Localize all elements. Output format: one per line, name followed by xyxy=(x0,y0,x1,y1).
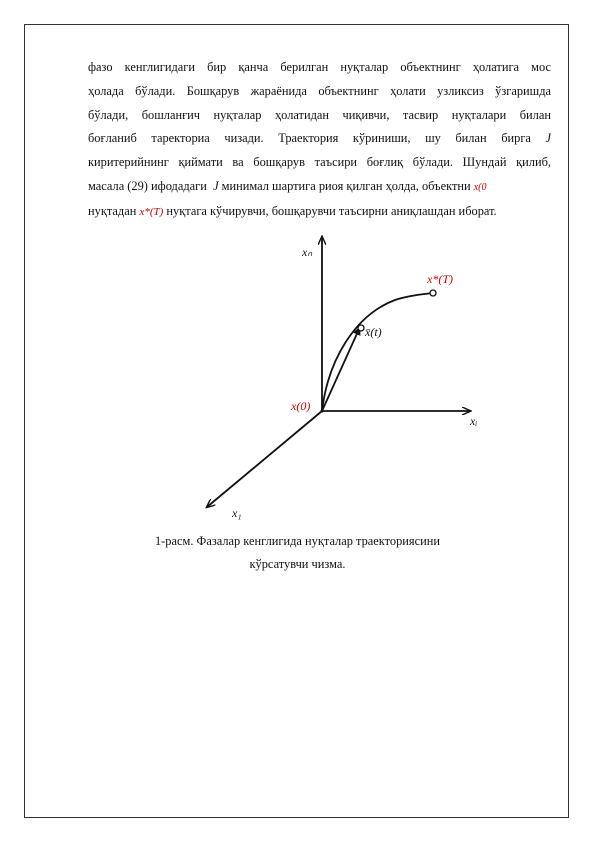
math-j: J xyxy=(545,131,551,146)
caption-line-1: 1-расм. Фазалар кенглигида нуқталар траекториясини xyxy=(154,534,441,548)
text-line-1: фазо кенглигидаги бир қанча берилган нуқталар объектнинг ҳолатига мос xyxy=(88,60,551,74)
axis-x1 xyxy=(207,411,322,507)
label-x1: x₁ xyxy=(232,506,242,520)
label-xi: xᵢ xyxy=(470,414,478,428)
math-xT: x*(T) xyxy=(139,205,164,218)
text-line-2: ҳолада бўлади. Бошқарув жараёнида объектнинг ҳолати узликсиз ўзгаришда xyxy=(88,83,551,98)
math-x0: x(0 xyxy=(473,181,487,193)
label-xn: xₙ xyxy=(302,245,313,259)
caption-line-2: кўрсатувчи чизма. xyxy=(249,557,346,571)
point-xT xyxy=(430,290,436,296)
text-line-3: бўлади, бошланғич нуқталар ҳолатидан чиқивчи, тасвир нуқталари билан xyxy=(88,107,551,122)
figure-caption xyxy=(120,530,475,576)
point-x0 xyxy=(321,410,324,413)
state-vector-arrow xyxy=(322,327,360,411)
text-line-6-a: масала (29) ифодадаги xyxy=(88,178,207,193)
math-j-2: J xyxy=(213,178,219,193)
label-x0: x(0) xyxy=(291,399,311,413)
text-line-4-text: боғланиб таректориа чизади. Траектория кўриниши, шу билан бирга xyxy=(88,131,531,146)
text-line-5: киритерийнинг қиймати ва бошқарув таъсири боғлиқ бўлади. Шундай қилиб, xyxy=(88,155,551,170)
text-line-6-b: минимал шартига риоя қилган ҳолда, объектни xyxy=(221,178,471,193)
point-xt xyxy=(358,325,364,331)
trajectory-curve xyxy=(322,293,433,411)
text-line-7-b: нуқтага кўчирувчи, бошқарувчи таъсирни аниқлашдан иборат. xyxy=(166,203,497,218)
label-xT: x*(T) xyxy=(427,272,453,286)
label-xt: x̄(t) xyxy=(365,325,382,339)
text-line-7-a: нуқтадан xyxy=(88,203,137,218)
